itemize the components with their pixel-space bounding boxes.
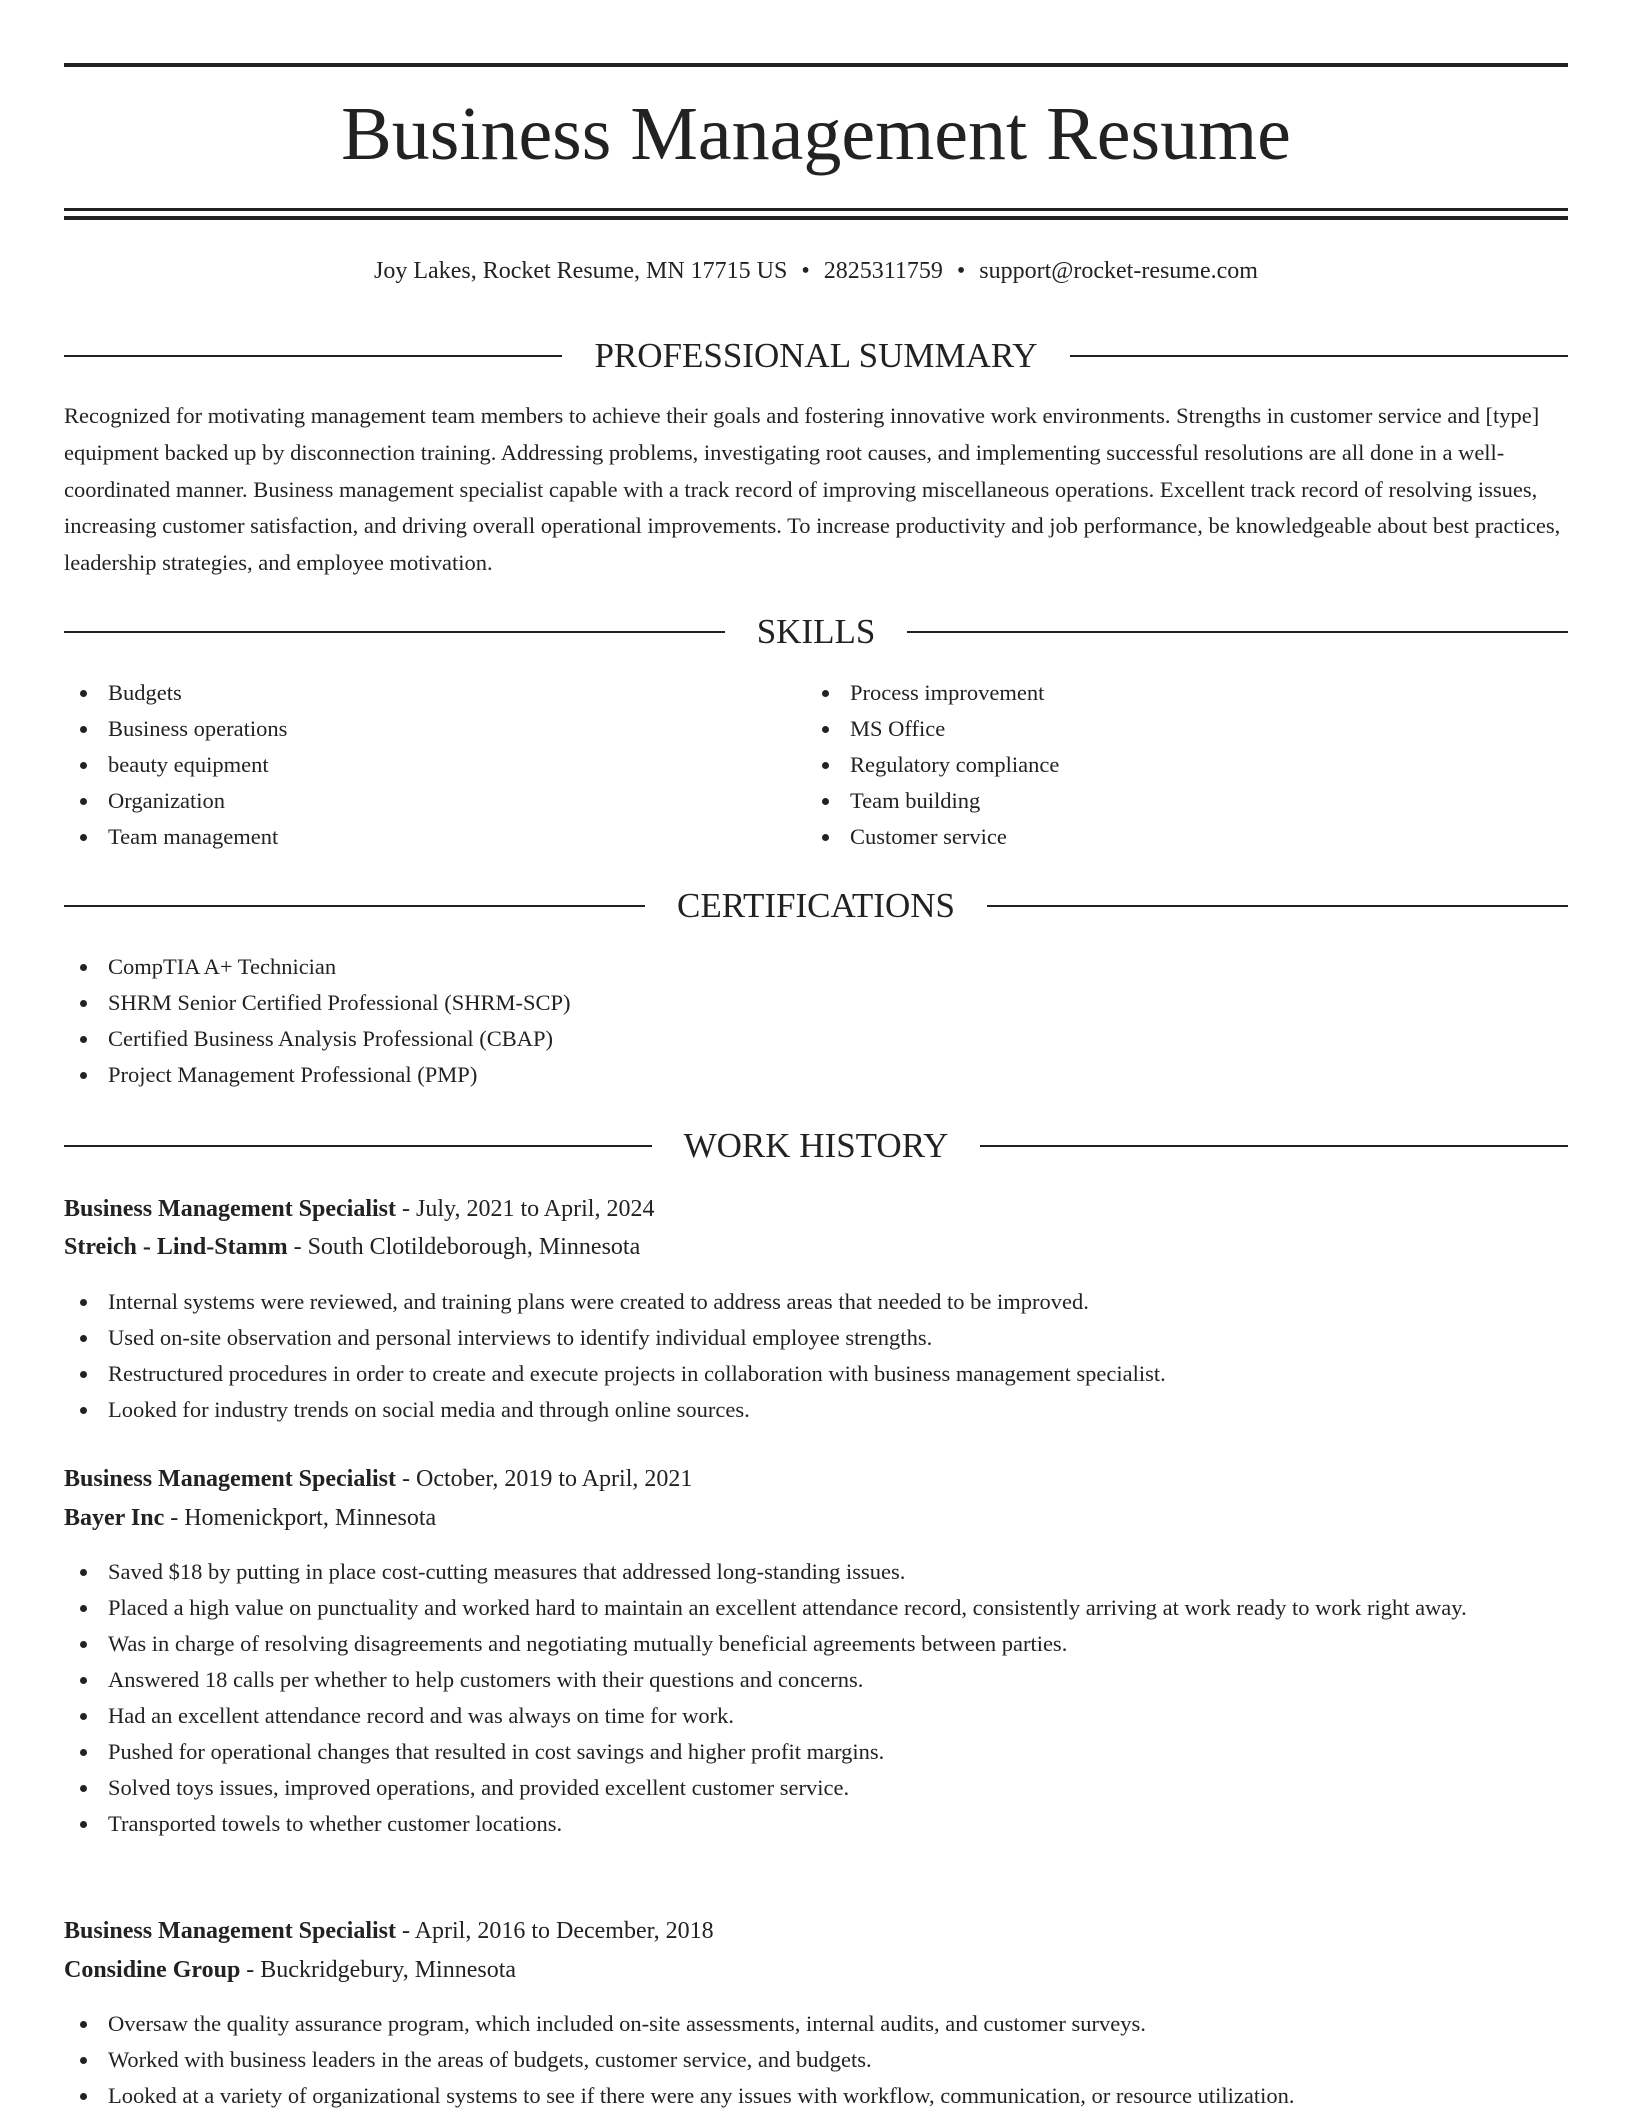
list-item: Team management	[64, 819, 764, 855]
job-company-line	[64, 1230, 1568, 1264]
list-item: Used on-site observation and personal interviews to identify individual employee strengths.	[64, 1320, 1568, 1356]
job-dash: -	[396, 1466, 417, 1492]
heading-rule	[1070, 355, 1568, 357]
job-dates: October, 2019 to April, 2021	[416, 1466, 693, 1492]
certifications-list	[64, 949, 1568, 1093]
list-item: Oversaw the quality assurance program, which included on-site assessments, internal audits, and customer surveys.	[64, 2006, 1568, 2042]
list-item: SHRM Senior Certified Professional (SHRM-SCP)	[64, 985, 1568, 1021]
list-item: Process improvement	[806, 675, 1506, 711]
heading-rule	[64, 1145, 652, 1147]
contact-email: support@rocket-resume.com	[979, 258, 1258, 284]
section-title: WORK HISTORY	[683, 1126, 949, 1165]
list-item: Organization	[64, 783, 764, 819]
heading-rule	[64, 355, 562, 357]
list-item: Transported towels to whether customer locations.	[64, 1806, 1568, 1842]
list-item: Was in charge of resolving disagreements and negotiating mutually beneficial agreements between parties.	[64, 1626, 1568, 1662]
job-location: Buckridgebury, Minnesota	[260, 1957, 517, 1983]
section-heading-summary	[64, 336, 1568, 376]
contact-separator: •	[801, 258, 810, 284]
list-item: Worked with business leaders in the areas of budgets, customer service, and budgets.	[64, 2042, 1568, 2078]
job-title-line	[64, 1462, 1568, 1496]
job-company: Streich - Lind-Stamm	[64, 1234, 288, 1260]
section-title: SKILLS	[756, 612, 876, 651]
contact-phone: 2825311759	[823, 258, 943, 284]
list-item: Placed a high value on punctuality and worked hard to maintain an excellent attendance record, consistently arriving at work ready to work right away.	[64, 1590, 1568, 1626]
section-heading-certifications	[64, 886, 1568, 926]
job-company-line	[64, 1501, 1568, 1535]
job-duties	[64, 1284, 1568, 1428]
skills-list-left	[64, 675, 764, 855]
contact-separator: •	[956, 258, 966, 284]
summary-text: Recognized for motivating management team members to achieve their goals and fostering innovative work environments. Strengths in customer service and [type] equipment backed up by disconnection training. Addressing problems, investigating root causes, and implementing successful resolutions are all done in a well-coordinated manner. Business management specialist capable with a track record of improving miscellaneous operations. Excellent track record of resolving issues, increasing customer satisfaction, and driving overall operational improvements. To increase productivity and job performance, be knowledgeable about best practices, leadership strategies, and employee motivation.	[64, 403, 1561, 576]
section-title: CERTIFICATIONS	[677, 886, 955, 925]
list-item: Saved $18 by putting in place cost-cutting measures that addressed long-standing issues.	[64, 1554, 1568, 1590]
double-rule-lower	[64, 216, 1568, 220]
job-title: Business Management Specialist	[64, 1196, 397, 1222]
job-dash: -	[287, 1234, 308, 1260]
job-company: Considine Group	[64, 1957, 241, 1983]
heading-rule	[980, 1145, 1568, 1147]
job-dash: -	[396, 1196, 417, 1222]
skills-list-right	[806, 675, 1506, 855]
list-item: Pushed for operational changes that resulted in cost savings and higher profit margins.	[64, 1734, 1568, 1770]
job-title: Business Management Specialist	[64, 1918, 397, 1944]
list-item: beauty equipment	[64, 747, 764, 783]
list-item: Looked for industry trends on social media and through online sources.	[64, 1392, 1568, 1428]
list-item: Certified Business Analysis Professional (CBAP)	[64, 1021, 1568, 1057]
certifications-block	[64, 949, 1568, 1093]
section-title: PROFESSIONAL SUMMARY	[594, 336, 1038, 375]
list-item: CompTIA A+ Technician	[64, 949, 1568, 985]
double-rule-upper	[64, 208, 1568, 211]
job-location: South Clotildeborough, Minnesota	[307, 1234, 641, 1260]
job-duties-list	[64, 2006, 1568, 2114]
list-item: Answered 18 calls per whether to help customers with their questions and concerns.	[64, 1662, 1568, 1698]
list-item: Restructured procedures in order to create and execute projects in collaboration with business management specialist.	[64, 1356, 1568, 1392]
list-item: Project Management Professional (PMP)	[64, 1057, 1568, 1093]
contact-address: Joy Lakes, Rocket Resume, MN 17715 US	[374, 258, 788, 284]
heading-rule	[64, 905, 645, 907]
job-duties-list	[64, 1554, 1568, 1842]
title-block	[64, 63, 1568, 221]
list-item: Team building	[806, 783, 1506, 819]
heading-rule	[64, 631, 725, 633]
job-title-line	[64, 1914, 1568, 1948]
heading-rule	[907, 631, 1568, 633]
job-title: Business Management Specialist	[64, 1466, 397, 1492]
skills-column-left	[64, 675, 764, 855]
list-item: Customer service	[806, 819, 1506, 855]
list-item: Regulatory compliance	[806, 747, 1506, 783]
job-duties-list	[64, 1284, 1568, 1428]
job-dates: July, 2021 to April, 2024	[416, 1196, 655, 1222]
job-dates: April, 2016 to December, 2018	[414, 1918, 714, 1944]
section-heading-skills	[64, 612, 1568, 652]
list-item: Internal systems were reviewed, and training plans were created to address areas that needed to be improved.	[64, 1284, 1568, 1320]
contact-line	[64, 256, 1568, 286]
list-item: MS Office	[806, 711, 1506, 747]
job-duties	[64, 1554, 1568, 1842]
resume-title: Business Management Resume	[341, 92, 1291, 176]
skills-column-right	[806, 675, 1506, 855]
list-item: Budgets	[64, 675, 764, 711]
job-title-line	[64, 1192, 1568, 1226]
job-location: Homenickport, Minnesota	[184, 1505, 437, 1531]
job-dash: -	[164, 1505, 185, 1531]
job-dash: -	[240, 1957, 261, 1983]
job-duties	[64, 2006, 1568, 2114]
job-company-line	[64, 1953, 1568, 1987]
list-item: Had an excellent attendance record and was always on time for work.	[64, 1698, 1568, 1734]
section-heading-work-history	[64, 1126, 1568, 1166]
list-item: Looked at a variety of organizational systems to see if there were any issues with workflow, communication, or resource utilization.	[64, 2078, 1568, 2114]
top-rule	[64, 63, 1568, 67]
job-company: Bayer Inc	[64, 1505, 165, 1531]
list-item: Business operations	[64, 711, 764, 747]
heading-rule	[987, 905, 1568, 907]
job-dash: -	[396, 1918, 415, 1944]
list-item: Solved toys issues, improved operations, and provided excellent customer service.	[64, 1770, 1568, 1806]
